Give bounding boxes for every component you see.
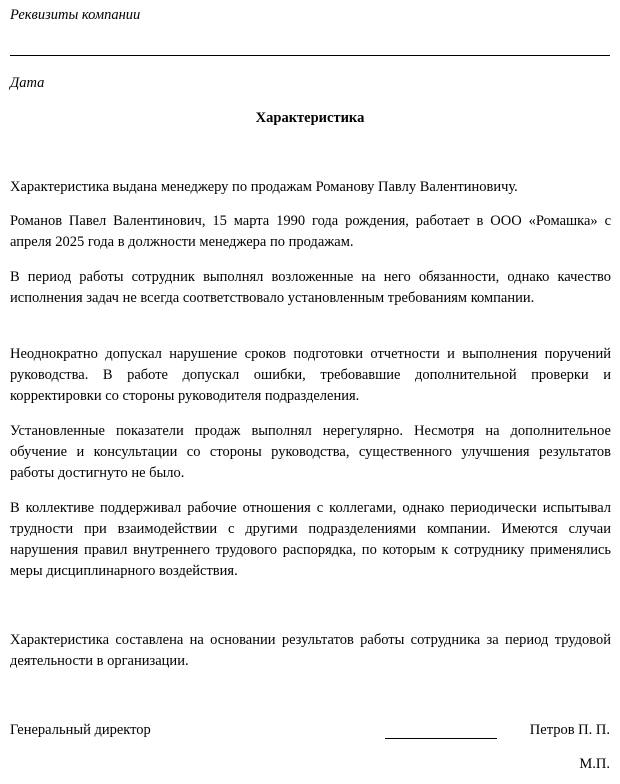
signatory-name: Петров П. П. [529,722,610,738]
paragraph-basis: Характеристика составлена на основании результатов работы сотрудника за период трудовой деятельности в организации. [10,632,611,669]
signatory-position: Генеральный директор [10,722,151,738]
paragraph-duties: В период работы сотрудник выполнял возложенные на него обязанности, однако качество исполнения задач не всегда соответствовало установленным требованиям компании. [10,269,611,306]
company-requisites-label: Реквизиты компании [10,7,141,23]
stamp-placeholder: М.П. [579,756,610,772]
document-title: Характеристика [255,110,365,126]
paragraph-violations: Неоднократно допускал нарушение сроков подготовки отчетности и выполнения поручений руководства. В работе допускал ошибки, требовавшие дополнительной проверки и корректировки со стороны руководителя подразделения. [10,346,611,404]
requisites-divider-line [10,55,610,56]
paragraph-team-relations: В коллективе поддерживал рабочие отношения с коллегами, однако периодически испытывал трудности при взаимодействии с другими подразделениями компании. Имеются случаи нарушения правил внутреннего трудового распорядка, по которым к сотруднику применялись меры дисциплинарного воздействия. [10,500,611,579]
paragraph-sales-performance: Установленные показатели продаж выполнял нерегулярно. Несмотря на дополнительное обучение и консультации со стороны руководства, существенного улучшения результатов работы достигнуто не было. [10,423,611,481]
date-label: Дата [10,75,45,91]
paragraph-issued-to: Характеристика выдана менеджеру по продажам Романову Павлу Валентиновичу. [10,179,518,195]
signature-line [385,738,497,739]
paragraph-employee-info: Романов Павел Валентинович, 15 марта 1990 года рождения, работает в ООО «Ромашка» с апреля 2025 года в должности менеджера по продажам. [10,213,611,250]
